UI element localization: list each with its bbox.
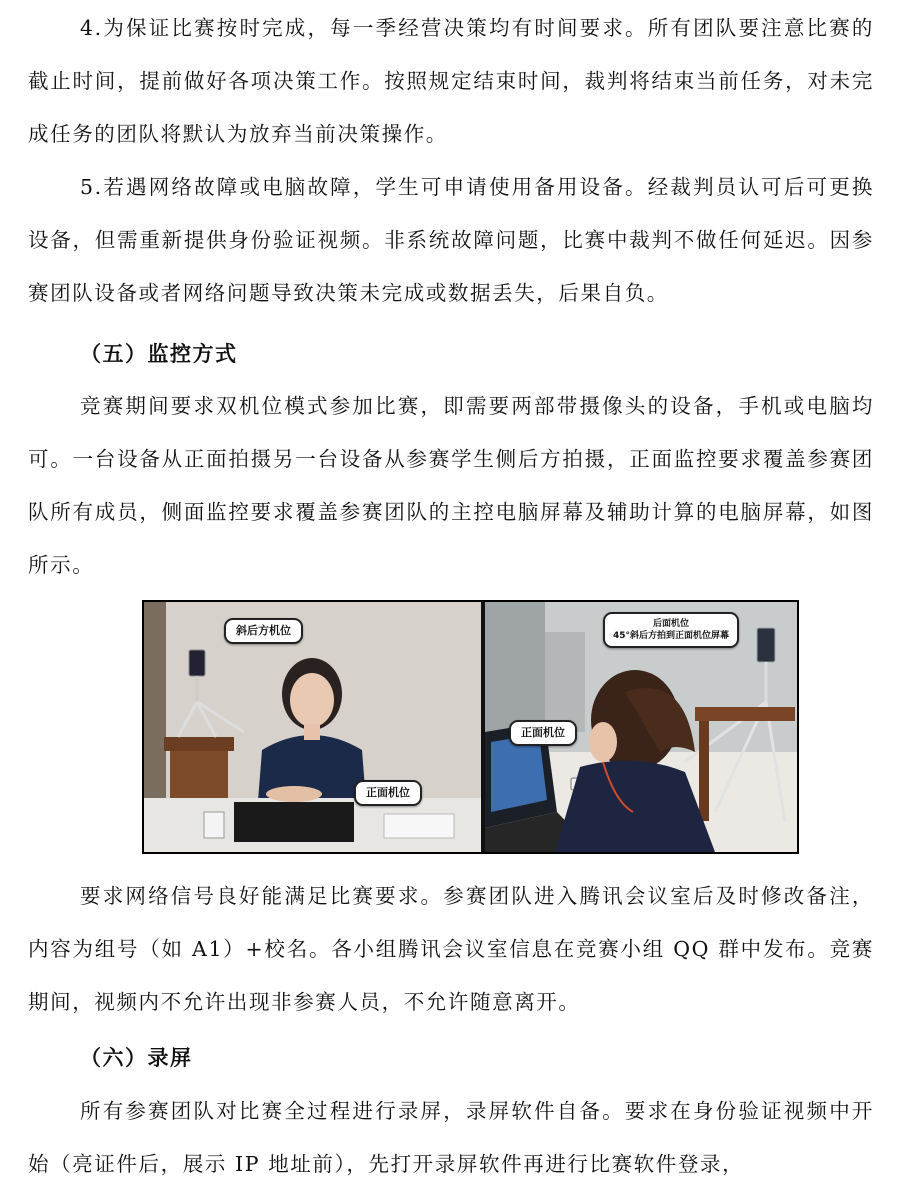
callout-front-camera: 正面机位 <box>354 780 422 806</box>
callout-front-camera-right: 正面机位 <box>509 720 577 746</box>
heading-monitoring-method: （五）监控方式 <box>80 341 238 366</box>
callout-rear-camera-line1: 后面机位 <box>653 619 690 629</box>
callout-rear-oblique-camera: 斜后方机位 <box>224 618 303 644</box>
paragraph-network-requirement: 要求网络信号良好能满足比赛要求。参赛团队进入腾讯会议室后及时修改备注，内容为组号（如 A1）+校名。各小组腾讯会议室信息在竞赛小组 QQ 群中发布。竞赛期间，视频内不允许出现非参赛人员，不允许随意离开。 <box>28 884 874 1014</box>
paragraph-screen-recording: 所有参赛团队对比赛全过程进行录屏，录屏软件自备。要求在身份验证视频中开始（亮证件后，展示 IP 地址前），先打开录屏软件再进行比赛软件登录， <box>28 1099 874 1176</box>
rear-view-photo <box>485 602 797 852</box>
camera-setup-photo <box>142 600 799 854</box>
paragraph-dual-camera: 竞赛期间要求双机位模式参加比赛，即需要两部带摄像头的设备，手机或电脑均可。一台设备从正面拍摄另一台设备从参赛学生侧后方拍摄，正面监控要求覆盖参赛团队所有成员，侧面监控要求覆盖参赛团队的主控电脑屏幕及辅助计算的电脑屏幕，如图所示。 <box>28 394 874 577</box>
front-view-illustration <box>144 602 481 852</box>
front-view-photo <box>144 602 481 852</box>
paragraph-device-failure: 5.若遇网络故障或电脑故障，学生可申请使用备用设备。经裁判员认可后可更换设备，但需重新提供身份验证视频。非系统故障问题，比赛中裁判不做任何延迟。因参赛团队设备或者网络问题导致决策未完成或数据丢失，后果自负。 <box>28 175 874 305</box>
callout-rear-camera-line2: 45°斜后方拍到正面机位屏幕 <box>613 631 730 641</box>
callout-rear-camera <box>603 612 739 648</box>
paragraph-time-requirement: 4.为保证比赛按时完成，每一季经营决策均有时间要求。所有团队要注意比赛的截止时间，提前做好各项决策工作。按照规定结束时间，裁判将结束当前任务，对未完成任务的团队将默认为放弃当前决策操作。 <box>28 16 874 146</box>
heading-screen-recording: （六）录屏 <box>80 1045 193 1070</box>
